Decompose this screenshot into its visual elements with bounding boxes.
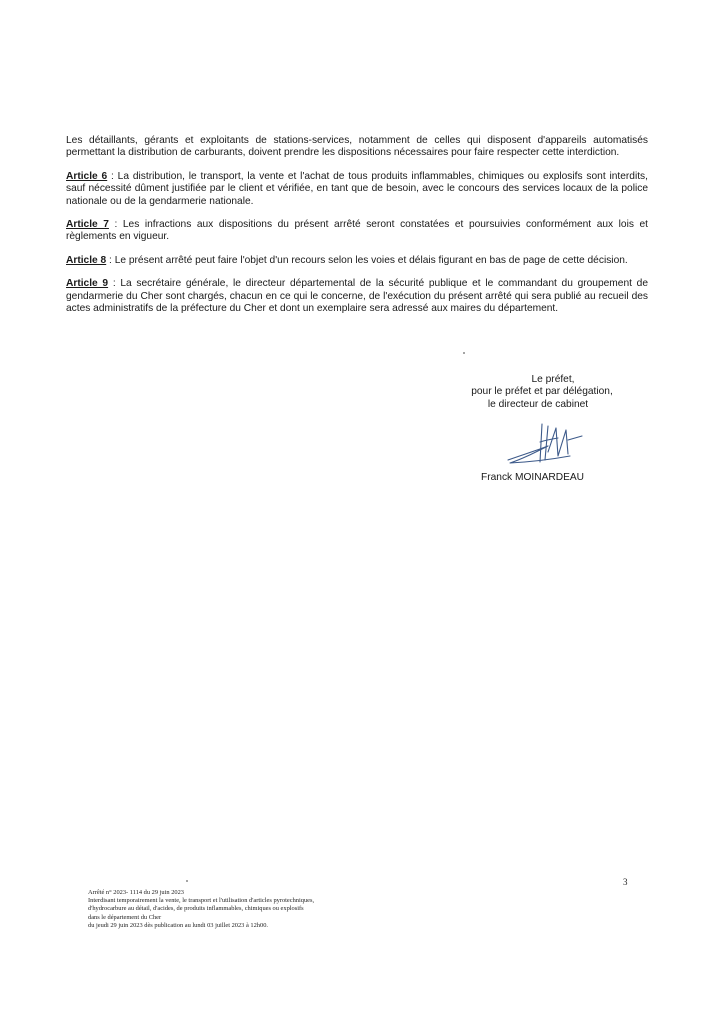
footer-line: Arrêté n° 2023- 1114 du 29 juin 2023 — [88, 889, 184, 896]
signature-block — [438, 374, 638, 483]
article-6-paragraph — [66, 171, 648, 208]
signer-name: Franck MOINARDEAU — [481, 472, 585, 483]
signature-title: Le préfet, — [531, 374, 575, 385]
scan-speck — [463, 352, 465, 354]
article-7-paragraph — [66, 219, 648, 244]
footer-line: d'hydrocarbure au détail, d'acides, de produits inflammables, chimiques ou explosifs — [88, 905, 304, 913]
signature-role: le directeur de cabinet — [487, 398, 589, 410]
article-7-label: Article 7 — [66, 219, 109, 231]
page-number: 3 — [623, 877, 628, 887]
article-9-paragraph — [66, 278, 648, 315]
intro-paragraph: Les détaillants, gérants et exploitants de stations-services, notamment de celles qui disposent d'appareils automatisés permettant la distribution de carburants, doivent prendre les dispositions nécessaires pour faire respecter cette interdiction. — [66, 135, 648, 159]
article-8-paragraph — [66, 255, 648, 267]
article-8-text: : Le présent arrêté peut faire l'objet d'un recours selon les voies et délais figurant en bas de page de cette décision. — [109, 254, 628, 266]
article-6-label: Article 6 — [66, 170, 108, 182]
article-8-label: Article 8 — [66, 254, 107, 266]
footer-line: Interdisant temporairement la vente, le transport et l'utilisation d'articles pyrotechniques, — [88, 897, 315, 905]
handwritten-signature-icon — [504, 422, 596, 466]
article-7-text: : Les infractions aux dispositions du présent arrêté seront constatées et poursuivies conformément aux lois et règlements en vigueur. — [66, 219, 649, 243]
footer-line: dans le département du Cher — [88, 913, 162, 921]
article-6-text: : La distribution, le transport, la vente et l'achat de tous produits inflammables, chimiques ou explosifs sont interdits, sauf nécessité dûment justifiée par le client et vérifiée, en tant que de besoin, avec le concours des services locaux de la police nationale ou de la gendarmerie nationale. — [66, 170, 648, 207]
document-body — [66, 135, 648, 326]
article-9-text: : La secrétaire générale, le directeur départemental de la sécurité publique et le commandant du groupement de gendarmerie du Cher sont chargés, chacun en ce qui le concerne, de l'exécution du présent arrêté qui sera publié au recueil des actes administratifs de la préfecture du Cher et dont un exemplaire sera adressé aux maires du département. — [66, 278, 648, 315]
footer-line: du jeudi 29 juin 2023 dès publication au lundi 03 juillet 2023 à 12h00. — [88, 921, 268, 929]
article-9-label: Article 9 — [66, 278, 109, 290]
signature-delegation: pour le préfet et par délégation, — [471, 386, 613, 398]
footer-reference — [88, 889, 408, 930]
scan-speck — [186, 880, 188, 882]
